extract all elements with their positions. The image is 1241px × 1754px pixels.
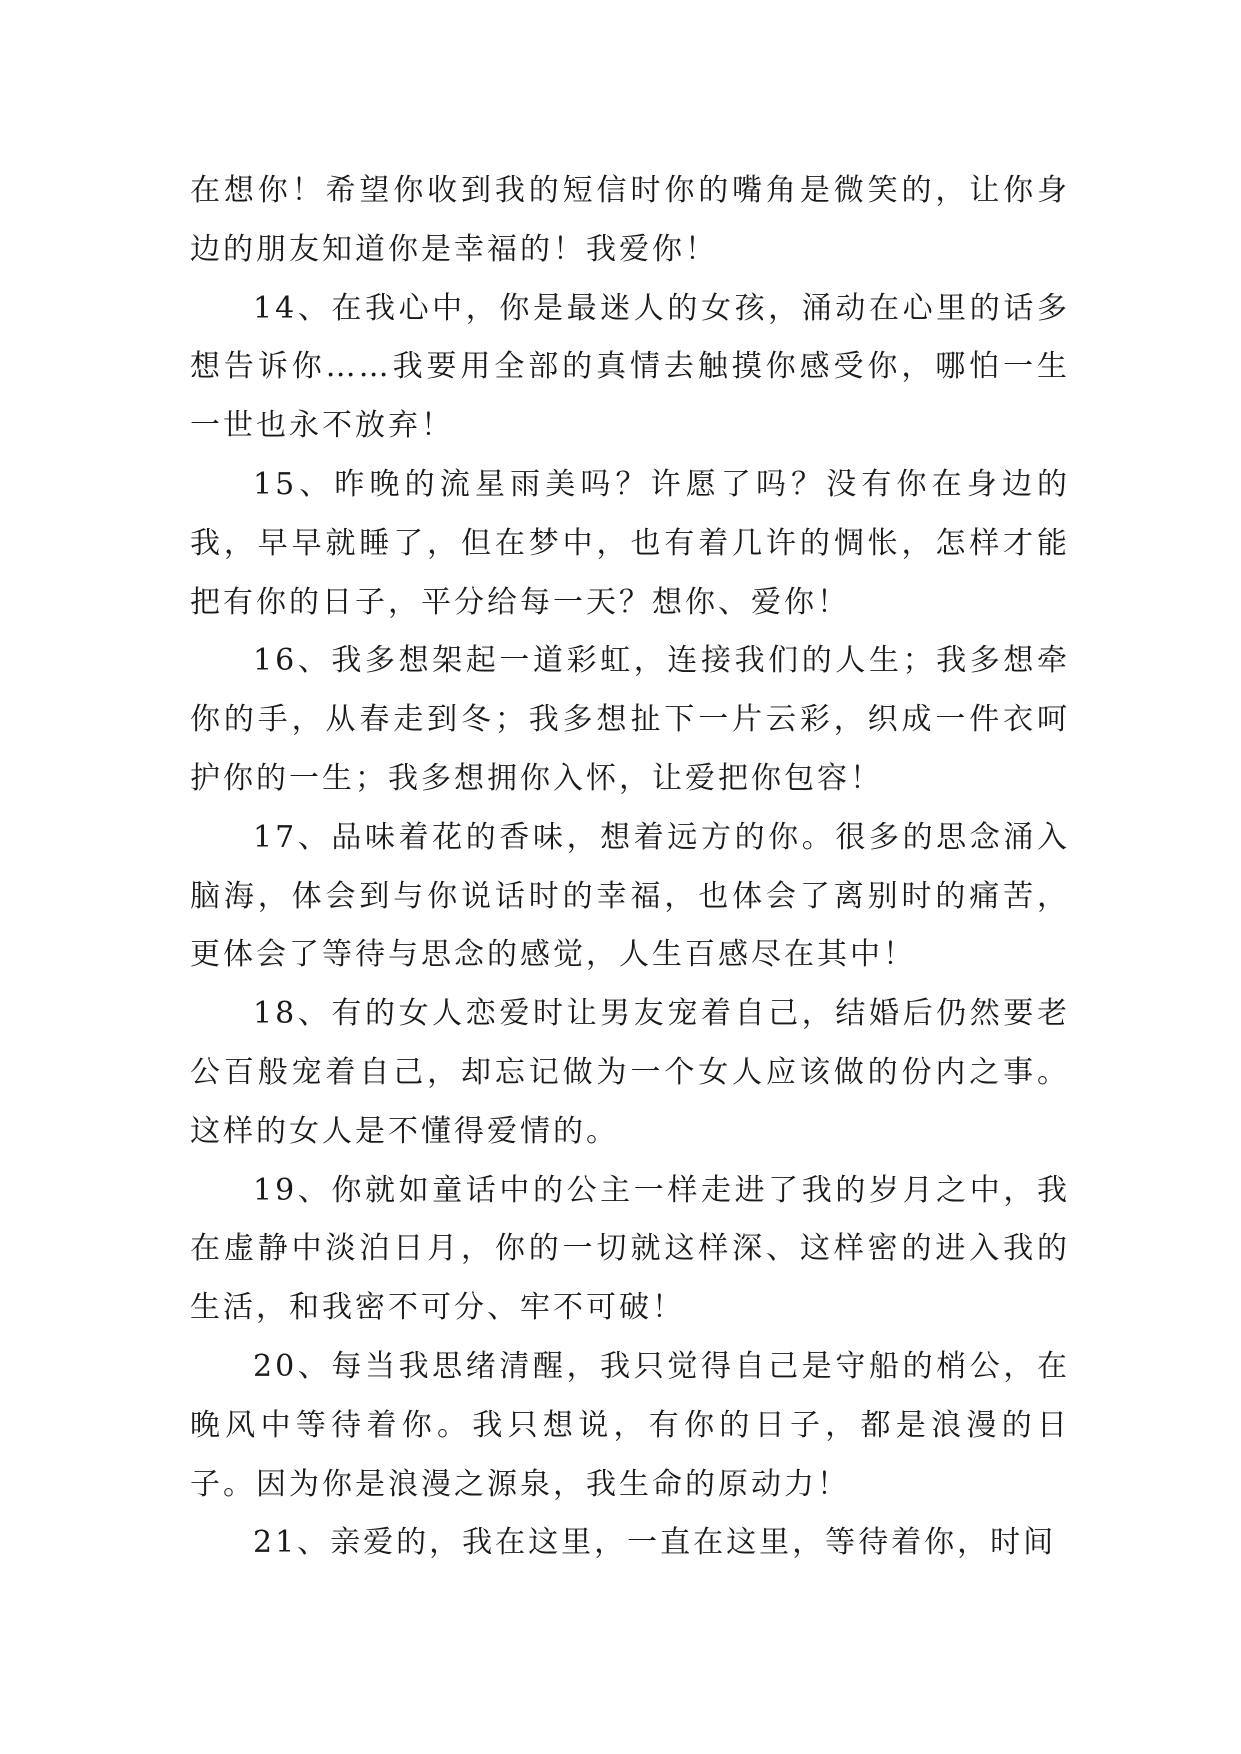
paragraph-20: 20、每当我思绪清醒，我只觉得自己是守船的梢公，在晚风中等待着你。我只想说，有你的日子，都是浪漫的日子。因为你是浪漫之源泉，我生命的原动力！ [190,1348,1070,1502]
paragraph-17: 17、品味着花的香味，想着远方的你。很多的思念涌入脑海，体会到与你说话时的幸福，也体会了离别时的痛苦，更体会了等待与思念的感觉，人生百感尽在其中！ [190,819,1070,973]
document-body [190,162,1070,1573]
paragraph-19: 19、你就如童话中的公主一样走进了我的岁月之中，我在虚静中淡泊日月，你的一切就这样深、这样密的进入我的生活，和我密不可分、牢不可破！ [190,1172,1070,1326]
paragraph-16: 16、我多想架起一道彩虹，连接我们的人生；我多想牵你的手，从春走到冬；我多想扯下一片云彩，织成一件衣呵护你的一生；我多想拥你入怀，让爱把你包容！ [190,643,1070,796]
paragraph-continuation: 在想你！希望你收到我的短信时你的嘴角是微笑的，让你身边的朋友知道你是幸福的！我爱你！ [190,173,1070,267]
paragraph-14: 14、在我心中，你是最迷人的女孩，涌动在心里的话多想告诉你……我要用全部的真情去触摸你感受你，哪怕一生一世也永不放弃！ [190,290,1070,444]
paragraph-15: 15、昨晚的流星雨美吗？许愿了吗？没有你在身边的我，早早就睡了，但在梦中，也有着几许的惆怅，怎样才能把有你的日子，平分给每一天？想你、爱你！ [190,466,1070,620]
paragraph-21: 21、亲爱的，我在这里，一直在这里，等待着你，时间 [253,1525,1057,1561]
paragraph-18: 18、有的女人恋爱时让男友宠着自己，结婚后仍然要老公百般宠着自己，却忘记做为一个女人应该做的份内之事。这样的女人是不懂得爱情的。 [190,996,1070,1149]
